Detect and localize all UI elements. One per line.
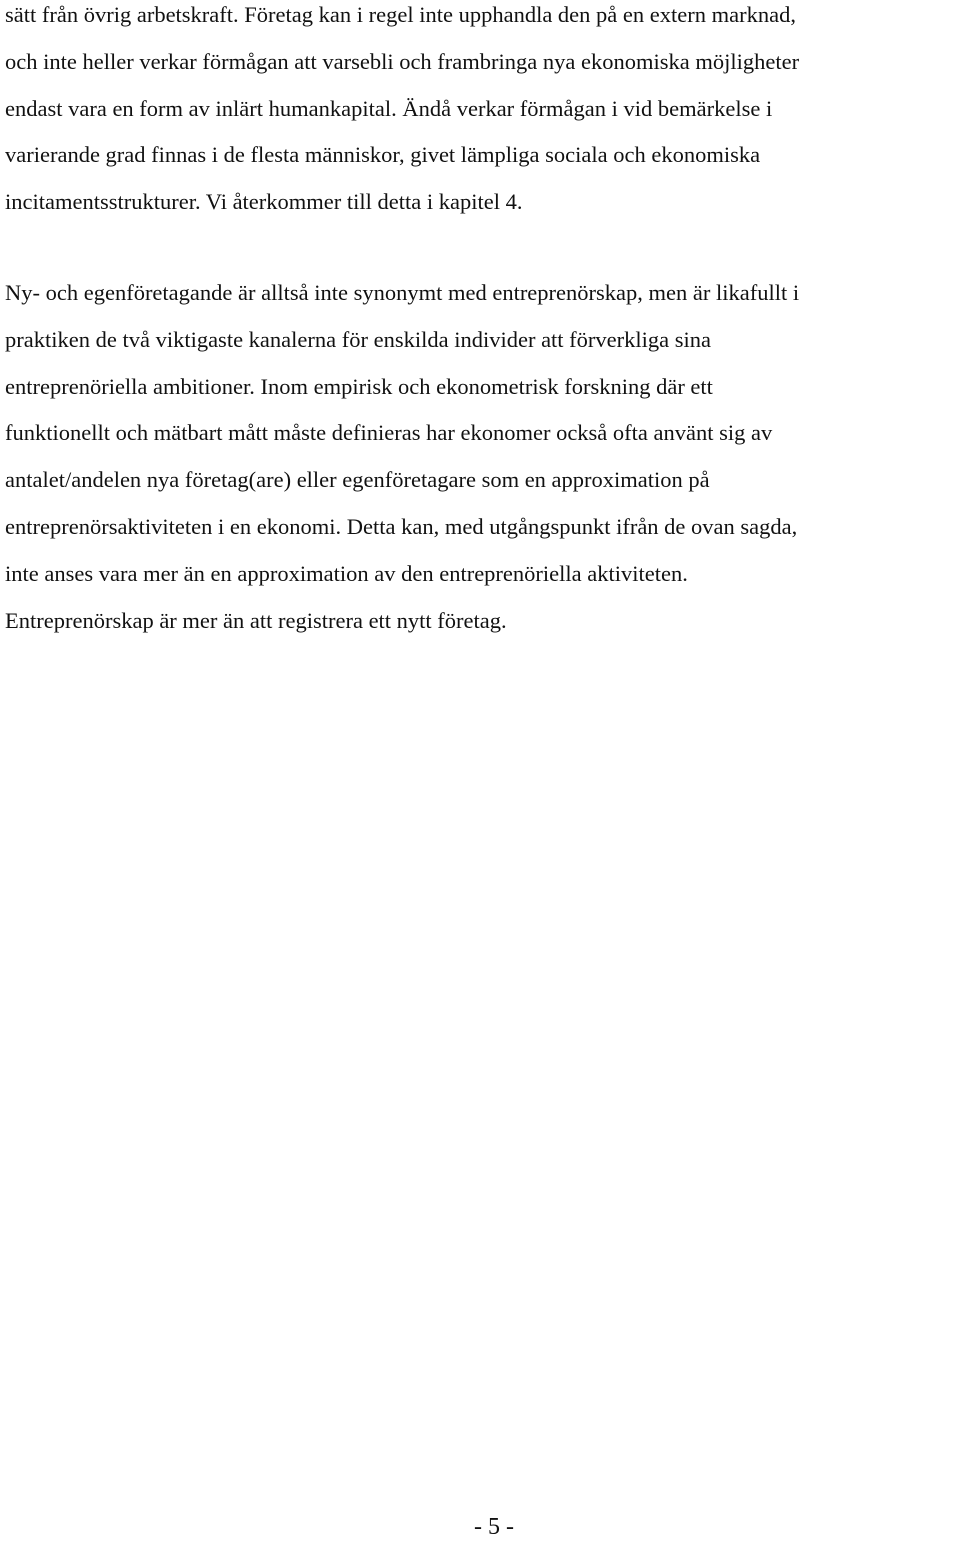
text-line: Entreprenörskap är mer än att registrera ett nytt företag. bbox=[5, 607, 507, 633]
page-number: - 5 - bbox=[474, 1514, 514, 1540]
text-line: entreprenörsaktiviteten i en ekonomi. Detta kan, med utgångspunkt ifrån de ovan sagda, bbox=[5, 513, 798, 539]
text-line: endast vara en form av inlärt humankapital. Ändå verkar förmågan i vid bemärkelse i bbox=[5, 95, 773, 121]
paragraph bbox=[5, 270, 960, 644]
text-line: inte anses vara mer än en approximation av den entreprenöriella aktiviteten. bbox=[5, 560, 688, 586]
text-line: varierande grad finnas i de flesta människor, givet lämpliga sociala och ekonomiska bbox=[5, 142, 761, 168]
text-line: sätt från övrig arbetskraft. Företag kan i regel inte upphandla den på en extern marknad, bbox=[5, 2, 796, 27]
text-line: och inte heller verkar förmågan att varsebli och frambringa nya ekonomiska möjligheter bbox=[5, 48, 800, 74]
text-line: antalet/andelen nya företag(are) eller egenföretagare som en approximation på bbox=[5, 467, 710, 493]
text-line: praktiken de två viktigaste kanalerna för enskilda individer att förverkliga sina bbox=[5, 326, 712, 352]
paragraph bbox=[5, 0, 960, 226]
text-line: entreprenöriella ambitioner. Inom empirisk och ekonometrisk forskning där ett bbox=[5, 373, 713, 399]
text-line: incitamentsstrukturer. Vi återkommer till detta i kapitel 4. bbox=[5, 189, 523, 215]
text-line: Ny- och egenföretagande är alltså inte synonymt med entreprenörskap, men är likafullt i bbox=[5, 280, 800, 305]
text-line: funktionellt och mätbart mått måste definieras har ekonomer också ofta använt sig av bbox=[5, 420, 773, 446]
